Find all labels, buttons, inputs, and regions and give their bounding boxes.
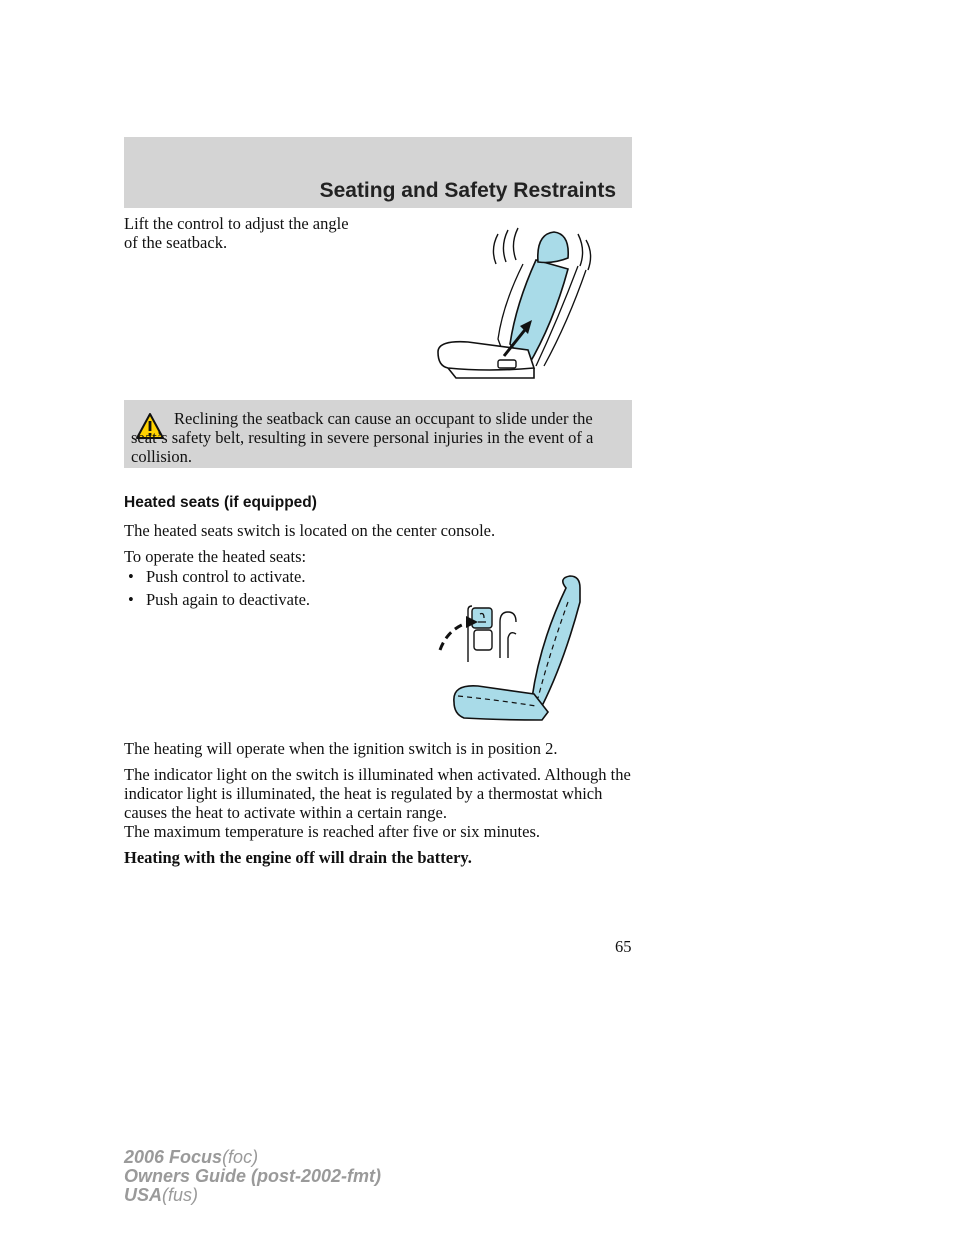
recline-warning-text: Reclining the seatback can cause an occupant to slide under the seat’s safety belt, resulting in severe personal injuries in the event of a collision. (131, 409, 594, 466)
heated-seats-heading: Heated seats (if equipped) (124, 494, 317, 511)
recline-instruction-line2: of the seatback. (124, 233, 228, 252)
section-header-band (124, 137, 632, 208)
recline-warning-box (124, 400, 632, 468)
recline-instruction-line1: Lift the control to adjust the angle (124, 214, 349, 233)
footer-model-code: (foc) (222, 1147, 259, 1167)
footer-model: 2006 Focus (124, 1147, 223, 1167)
bullet-text-deactivate: Push again to deactivate. (146, 590, 311, 609)
heated-seats-operate-intro: To operate the heated seats: (124, 547, 307, 566)
indicator-light-note: The indicator light on the switch is illuminated when activated. Although the indicator light is illuminated, the heat is regulated by a thermostat which causes the heat to activate within a certain range. (124, 765, 631, 822)
footer-market: USA (124, 1185, 163, 1205)
page-number: 65 (615, 937, 632, 956)
section-title: Seating and Safety Restraints (319, 179, 616, 202)
heated-seats-location: The heated seats switch is located on the center console. (124, 521, 496, 540)
battery-warning: Heating with the engine off will drain the battery. (124, 848, 472, 867)
max-temperature-note: The maximum temperature is reached after five or six minutes. (124, 822, 541, 841)
heated-seat-switch-illustration (438, 572, 598, 724)
seat-recline-illustration (428, 224, 600, 384)
footer-market-code: (fus) (162, 1185, 199, 1205)
bullet-text-activate: Push control to activate. (146, 567, 306, 586)
bullet-icon: • (128, 567, 134, 586)
document-footer (124, 1148, 381, 1205)
ignition-note: The heating will operate when the ignition switch is in position 2. (124, 739, 558, 758)
footer-guide-title: Owners Guide (post-2002-fmt) (124, 1166, 382, 1186)
bullet-icon: • (128, 590, 134, 609)
